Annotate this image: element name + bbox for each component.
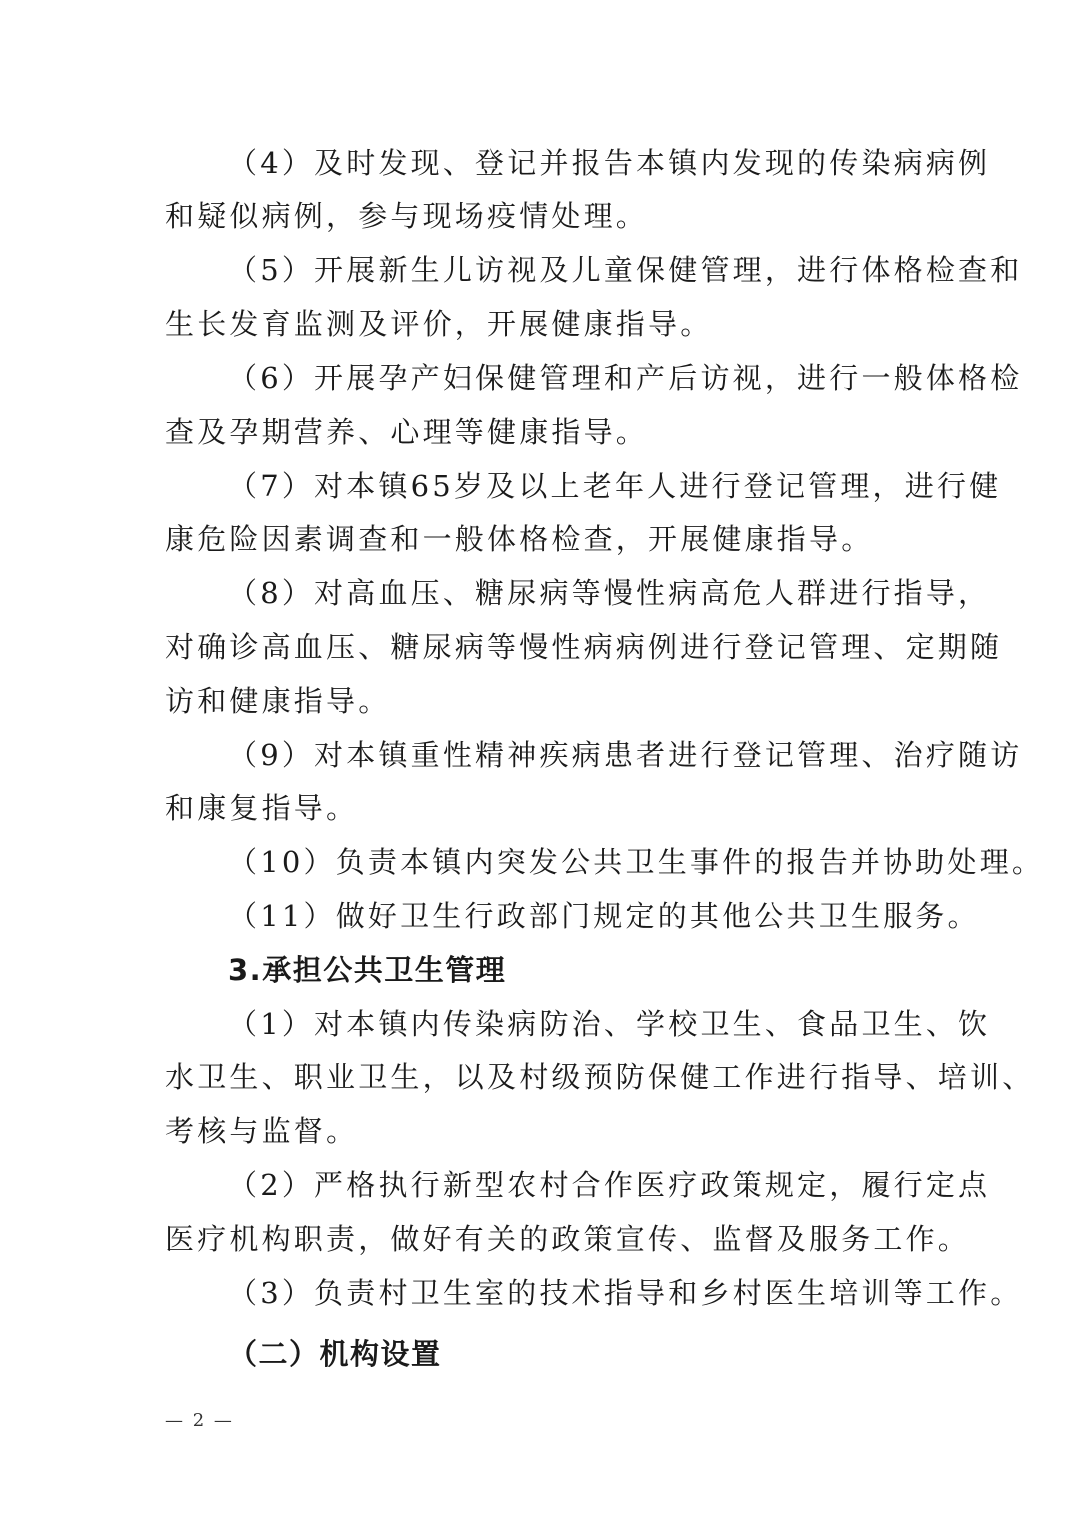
paragraph-11-line-1: （11）做好卫生行政部门规定的其他公共卫生服务。 bbox=[228, 899, 980, 933]
paragraph-8-line-1: （8）对高血压、糖尿病等慢性病高危人群进行指导， bbox=[228, 576, 991, 610]
item-2-line-2: 医疗机构职责，做好有关的政策宣传、监督及服务工作。 bbox=[165, 1222, 971, 1256]
section-heading-2: （二）机构设置 bbox=[228, 1337, 442, 1371]
paragraph-10-line-1: （10）负责本镇内突发公共卫生事件的报告并协助处理。 bbox=[228, 845, 1045, 879]
paragraph-9-line-2: 和康复指导。 bbox=[165, 791, 359, 825]
paragraph-6-line-1: （6）开展孕产妇保健管理和产后访视，进行一般体格检 bbox=[228, 361, 1023, 395]
item-1-line-3: 考核与监督。 bbox=[165, 1114, 359, 1148]
paragraph-4-line-1: （4）及时发现、登记并报告本镇内发现的传染病病例 bbox=[228, 146, 991, 180]
paragraph-7-line-1: （7）对本镇65岁及以上老年人进行登记管理，进行健 bbox=[228, 469, 1002, 503]
item-2-line-1: （2）严格执行新型农村合作医疗政策规定，履行定点 bbox=[228, 1168, 991, 1202]
item-3-line-1: （3）负责村卫生室的技术指导和乡村医生培训等工作。 bbox=[228, 1276, 1023, 1310]
paragraph-6-line-2: 查及孕期营养、心理等健康指导。 bbox=[165, 415, 649, 449]
paragraph-8-line-3: 访和健康指导。 bbox=[165, 684, 391, 718]
item-1-line-1: （1）对本镇内传染病防治、学校卫生、食品卫生、饮 bbox=[228, 1007, 991, 1041]
paragraph-8-line-2: 对确诊高血压、糖尿病等慢性病病例进行登记管理、定期随 bbox=[165, 630, 1003, 664]
paragraph-5-line-1: （5）开展新生儿访视及儿童保健管理，进行体格检查和 bbox=[228, 253, 1023, 287]
paragraph-7-line-2: 康危险因素调查和一般体格检查，开展健康指导。 bbox=[165, 522, 874, 556]
paragraph-4-line-2: 和疑似病例，参与现场疫情处理。 bbox=[165, 199, 649, 233]
paragraph-5-line-2: 生长发育监测及评价，开展健康指导。 bbox=[165, 307, 713, 341]
paragraph-9-line-1: （9）对本镇重性精神疾病患者进行登记管理、治疗随访 bbox=[228, 738, 1023, 772]
subheading-3: 3.承担公共卫生管理 bbox=[228, 953, 507, 987]
item-1-line-2: 水卫生、职业卫生，以及村级预防保健工作进行指导、培训、 bbox=[165, 1060, 1035, 1094]
page-number: — 2 — bbox=[165, 1410, 234, 1431]
